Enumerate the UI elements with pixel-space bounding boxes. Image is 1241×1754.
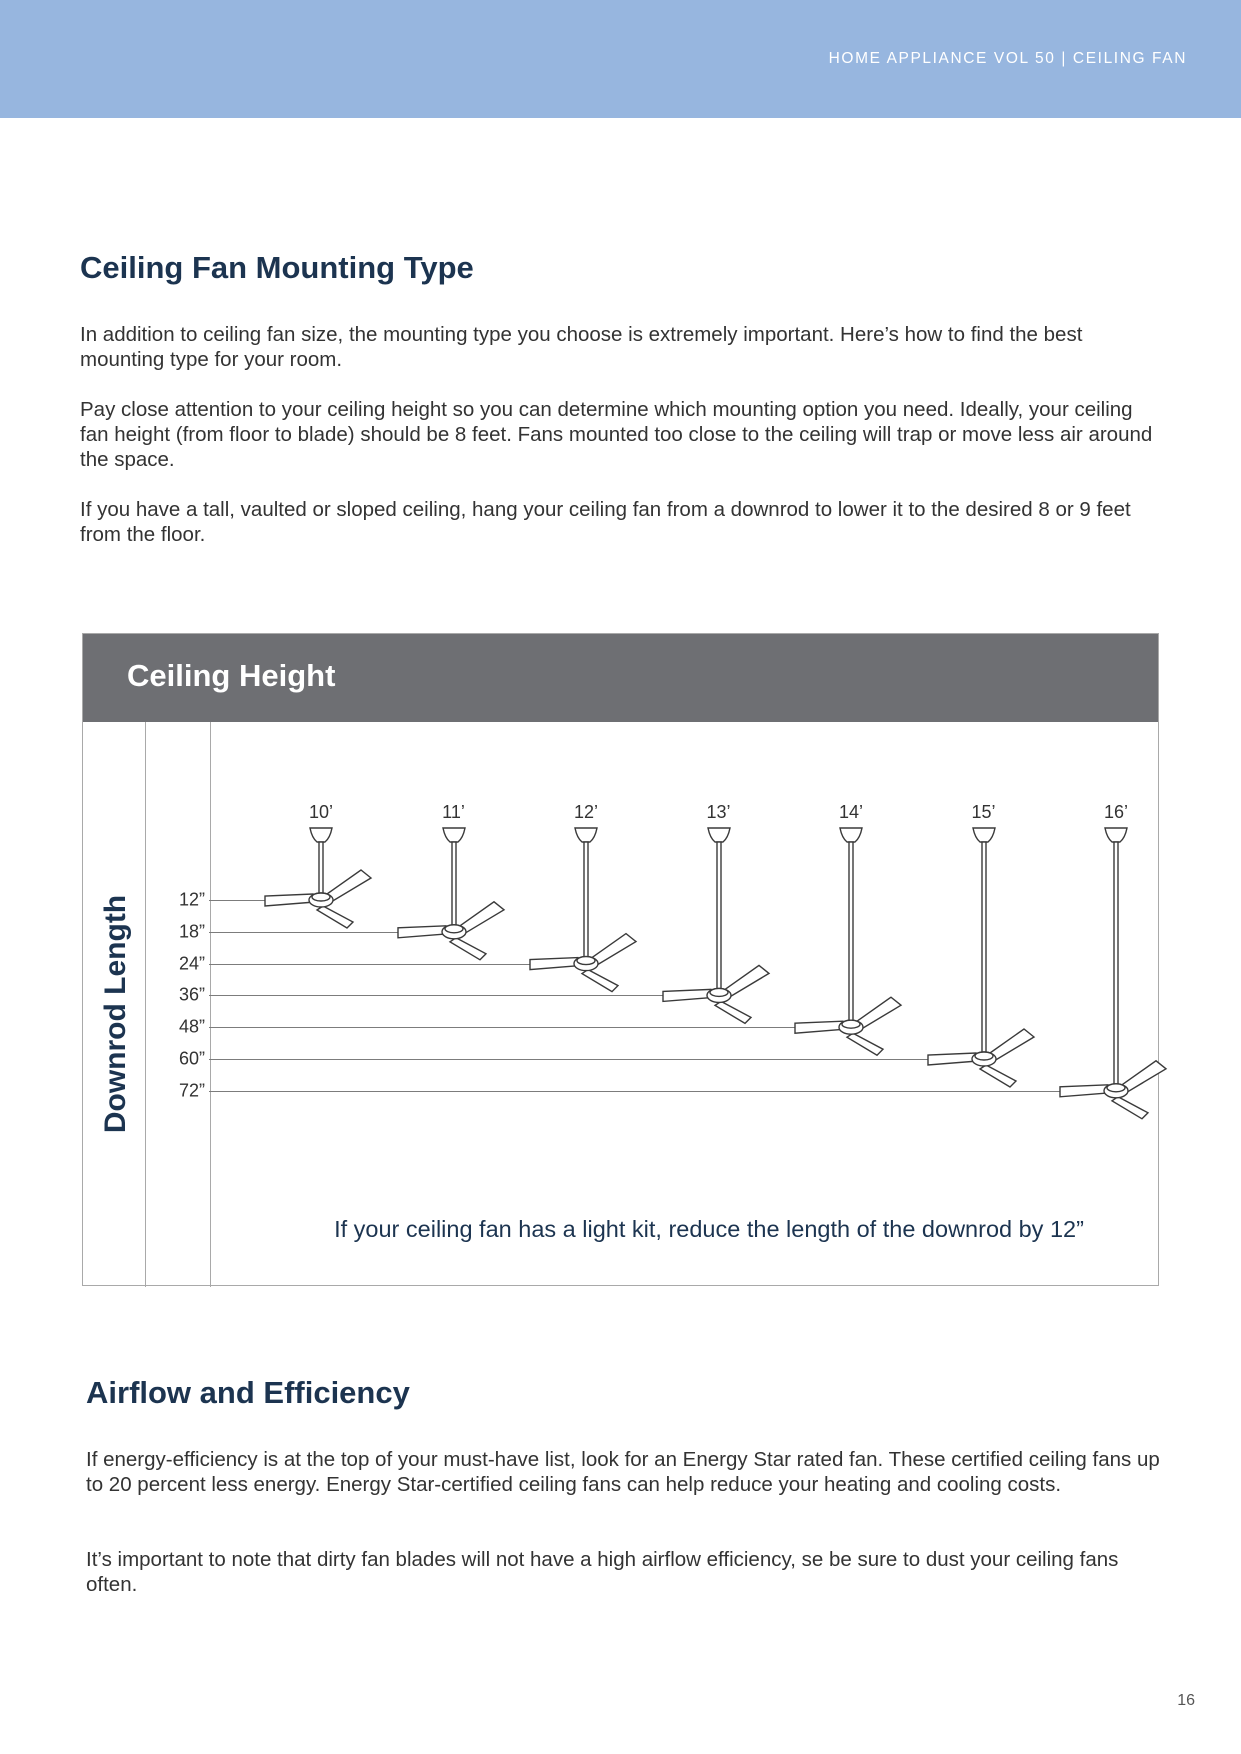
downrod-guide-line <box>209 1059 934 1060</box>
ceiling-height-label: 12’ <box>573 802 599 822</box>
ceiling-height-label: 16’ <box>1103 802 1129 822</box>
section-title-airflow: Airflow and Efficiency <box>86 1375 410 1410</box>
paragraph-mounting-3: If you have a tall, vaulted or sloped ceiling, hang your ceiling fan from a downrod to lower it to the desired 8 or 9 feet from the floor. <box>80 498 1131 546</box>
paragraph-airflow-1: If energy-efficiency is at the top of your must-have list, look for an Energy Star rated fan. These certified ceiling fans up to 20 percent less energy. Energy Star-certified ceiling fans can help reduce your heating and cooling costs. <box>86 1448 1160 1496</box>
downrod-guide-line <box>209 1027 801 1028</box>
ceiling-fan-icon <box>659 826 779 1025</box>
paragraph-mounting-2: Pay close attention to your ceiling height so you can determine which mounting option you need. Ideally, your ceiling fan height (from floor to blade) should be 8 feet. Fans mounted too close to the ceiling will trap or move less air around the space. <box>80 398 1153 471</box>
downrod-length-label: 48” <box>178 1016 205 1037</box>
ceiling-fan-icon <box>394 826 514 962</box>
ceiling-fan-icon <box>791 826 911 1057</box>
ceiling-height-label: 14’ <box>838 802 864 822</box>
header-band <box>0 0 1241 118</box>
downrod-length-label: 60” <box>178 1048 205 1069</box>
ylabel-column <box>83 722 145 1287</box>
section-title-mounting: Ceiling Fan Mounting Type <box>80 250 474 285</box>
downrod-length-label: 12” <box>178 889 205 910</box>
ceiling-fan-icon <box>1056 826 1176 1121</box>
paragraph-airflow-2: It’s important to note that dirty fan blades will not have a high airflow efficiency, se be sure to dust your ceiling fans often. <box>86 1548 1119 1596</box>
downrod-guide-line <box>209 964 536 965</box>
ceiling-fan-icon <box>924 826 1044 1089</box>
downrod-length-label: 72” <box>178 1080 205 1101</box>
downrod-length-label: 18” <box>178 921 205 942</box>
downrod-guide-line <box>209 1091 1066 1092</box>
ceiling-fan-icon <box>261 826 381 930</box>
ceiling-fan-icon <box>526 826 646 994</box>
downrod-guide-line <box>209 995 669 996</box>
column-divider-left <box>145 722 146 1287</box>
chart-title: Ceiling Height <box>127 658 336 693</box>
column-divider-right <box>210 722 211 1287</box>
ceiling-height-label: 15’ <box>971 802 996 822</box>
ceiling-height-label: 13’ <box>706 802 731 822</box>
light-kit-note: If your ceiling fan has a light kit, reduce the length of the downrod by 12” <box>334 1216 1084 1242</box>
ceiling-height-label: 11’ <box>442 802 465 822</box>
ceiling-height-label: 10’ <box>308 802 334 822</box>
downrod-guide-line <box>209 932 404 933</box>
downrod-length-label: 24” <box>178 953 205 974</box>
page-number: 16 <box>1177 1692 1195 1709</box>
ceiling-height-chart <box>82 633 1159 1286</box>
chart-header <box>83 634 1158 722</box>
header-text: HOME APPLIANCE VOL 50 | CEILING FAN <box>828 50 1187 67</box>
downrod-length-label: 36” <box>178 984 205 1005</box>
y-axis-label: Downrod Length <box>99 894 132 1134</box>
paragraph-mounting-1: In addition to ceiling fan size, the mounting type you choose is extremely important. Here’s how to find the best mounting type for your room. <box>80 323 1083 371</box>
